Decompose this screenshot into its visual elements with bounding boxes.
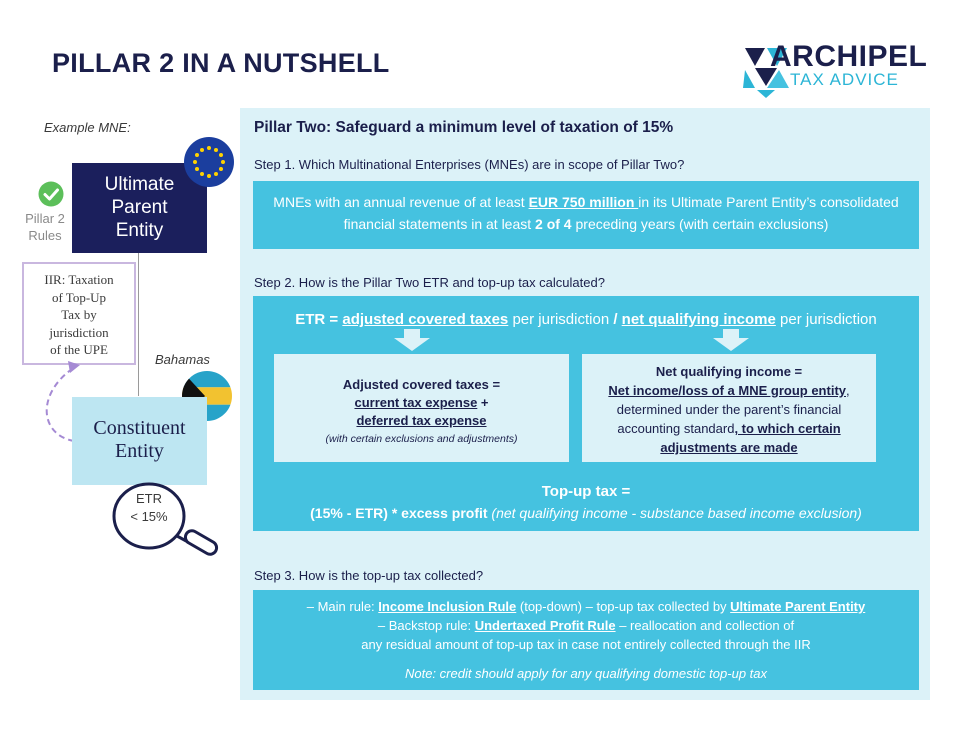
years-threshold: 2 of 4: [535, 216, 572, 232]
etr-per: per jurisdiction: [775, 311, 877, 328]
iir-line: of the UPE: [50, 342, 108, 357]
upe-line: Ultimate: [104, 174, 175, 195]
etr-line: ETR: [136, 491, 162, 506]
pillar-2-rules-line: Pillar 2: [25, 211, 65, 226]
top-up-tax-formula: [253, 505, 919, 521]
credit-note: Note: credit should apply for any qualifying domestic top-up tax: [404, 666, 768, 681]
topup-formula-main: (15% - ETR) * excess profit: [310, 505, 488, 521]
iir-rule: Income Inclusion Rule: [378, 599, 517, 614]
act-deferred: deferred tax expense: [356, 413, 487, 428]
act-note: (with certain exclusions and adjustments): [325, 433, 518, 445]
collection-box: [253, 590, 919, 690]
scope-text: preceding years (with certain exclusions): [571, 216, 829, 232]
nqi-title: Net qualifying income =: [655, 364, 803, 379]
etr-nqi: net qualifying income: [621, 311, 776, 328]
etr-act: adjusted covered taxes: [342, 311, 509, 328]
down-arrow-icon: [394, 329, 430, 351]
pillar-2-rules-label: [16, 210, 74, 244]
adjusted-covered-taxes-box: [274, 354, 569, 462]
step-3-heading: Step 3. How is the top-up tax collected?: [254, 568, 484, 583]
logo-word-tax-advice: TAX ADVICE: [790, 70, 899, 89]
etr-line: < 15%: [130, 509, 168, 524]
top-up-tax-title: Top-up tax =: [541, 483, 631, 500]
scope-text: MNEs with an annual revenue of at least: [273, 194, 529, 210]
act-current: current tax expense: [354, 395, 478, 410]
nqi-def: Net income/loss of a MNE group entity: [608, 383, 846, 398]
etr-label: [118, 490, 180, 526]
constituent-entity-box: [72, 397, 207, 485]
step-2-heading: Step 2. How is the Pillar Two ETR and top-up tax calculated?: [254, 275, 605, 290]
upe-line: Parent: [111, 197, 168, 218]
etr-per: per jurisdiction: [508, 311, 614, 328]
box3-text: (top-down) – top-up tax collected by: [516, 599, 731, 614]
nqi-adjust: , to which certain: [734, 421, 841, 436]
iir-line: Tax by: [61, 307, 97, 322]
step-1-heading: Step 1. Which Multinational Enterprises (MNEs) are in scope of Pillar Two?: [254, 157, 685, 172]
logo-word-archipel: ARCHIPEL: [770, 40, 928, 73]
page-title: PILLAR 2 IN A NUTSHELL: [52, 48, 390, 78]
nqi-line: determined under the parent’s financial: [616, 402, 842, 417]
act-plus: +: [477, 395, 489, 410]
act-title: Adjusted covered taxes =: [342, 377, 501, 392]
box3-text: – Main rule:: [306, 599, 379, 614]
check-icon: [38, 181, 64, 207]
iir-box: [22, 262, 136, 365]
etr-slash: /: [613, 311, 622, 328]
ce-line: Constituent: [93, 417, 186, 439]
eu-flag-icon: [183, 136, 235, 188]
topup-formula-note: (net qualifying income - substance based income exclusion): [487, 505, 862, 521]
panel-title: Pillar Two: Safeguard a minimum level of taxation of 15%: [254, 119, 674, 136]
etr-lead: ETR =: [295, 311, 343, 328]
bahamas-label: Bahamas: [155, 352, 210, 367]
ce-line: Entity: [115, 440, 164, 462]
box3-text: any residual amount of top-up tax in case not entirely collected through the IIR: [361, 637, 811, 652]
ownership-connector-line: [138, 253, 139, 396]
iir-line: IIR: Taxation: [44, 272, 114, 287]
etr-formula: [253, 311, 919, 328]
nqi-adjust: adjustments are made: [660, 440, 798, 455]
nqi-comma: ,: [846, 383, 850, 398]
iir-line: of Top-Up: [51, 289, 107, 305]
upe-line: Entity: [115, 220, 164, 241]
upe-term: Ultimate Parent Entity: [730, 599, 866, 614]
net-qualifying-income-box: [582, 354, 876, 462]
scope-text: in its Ultimate Parent Entity’s consolidated financial statements in at least: [343, 194, 899, 232]
box3-text: – Backstop rule:: [377, 618, 475, 633]
pillar-2-rules-line: Rules: [28, 228, 62, 243]
utpr-rule: Undertaxed Profit Rule: [474, 618, 616, 633]
revenue-threshold: EUR 750 million: [528, 194, 639, 210]
nqi-line: accounting standard: [617, 421, 735, 436]
scope-box: [253, 181, 919, 249]
example-mne-label: Example MNE:: [44, 120, 131, 135]
iir-line: jurisdiction: [49, 324, 109, 340]
down-arrow-icon: [713, 329, 749, 351]
box3-text: – reallocation and collection of: [615, 618, 795, 633]
